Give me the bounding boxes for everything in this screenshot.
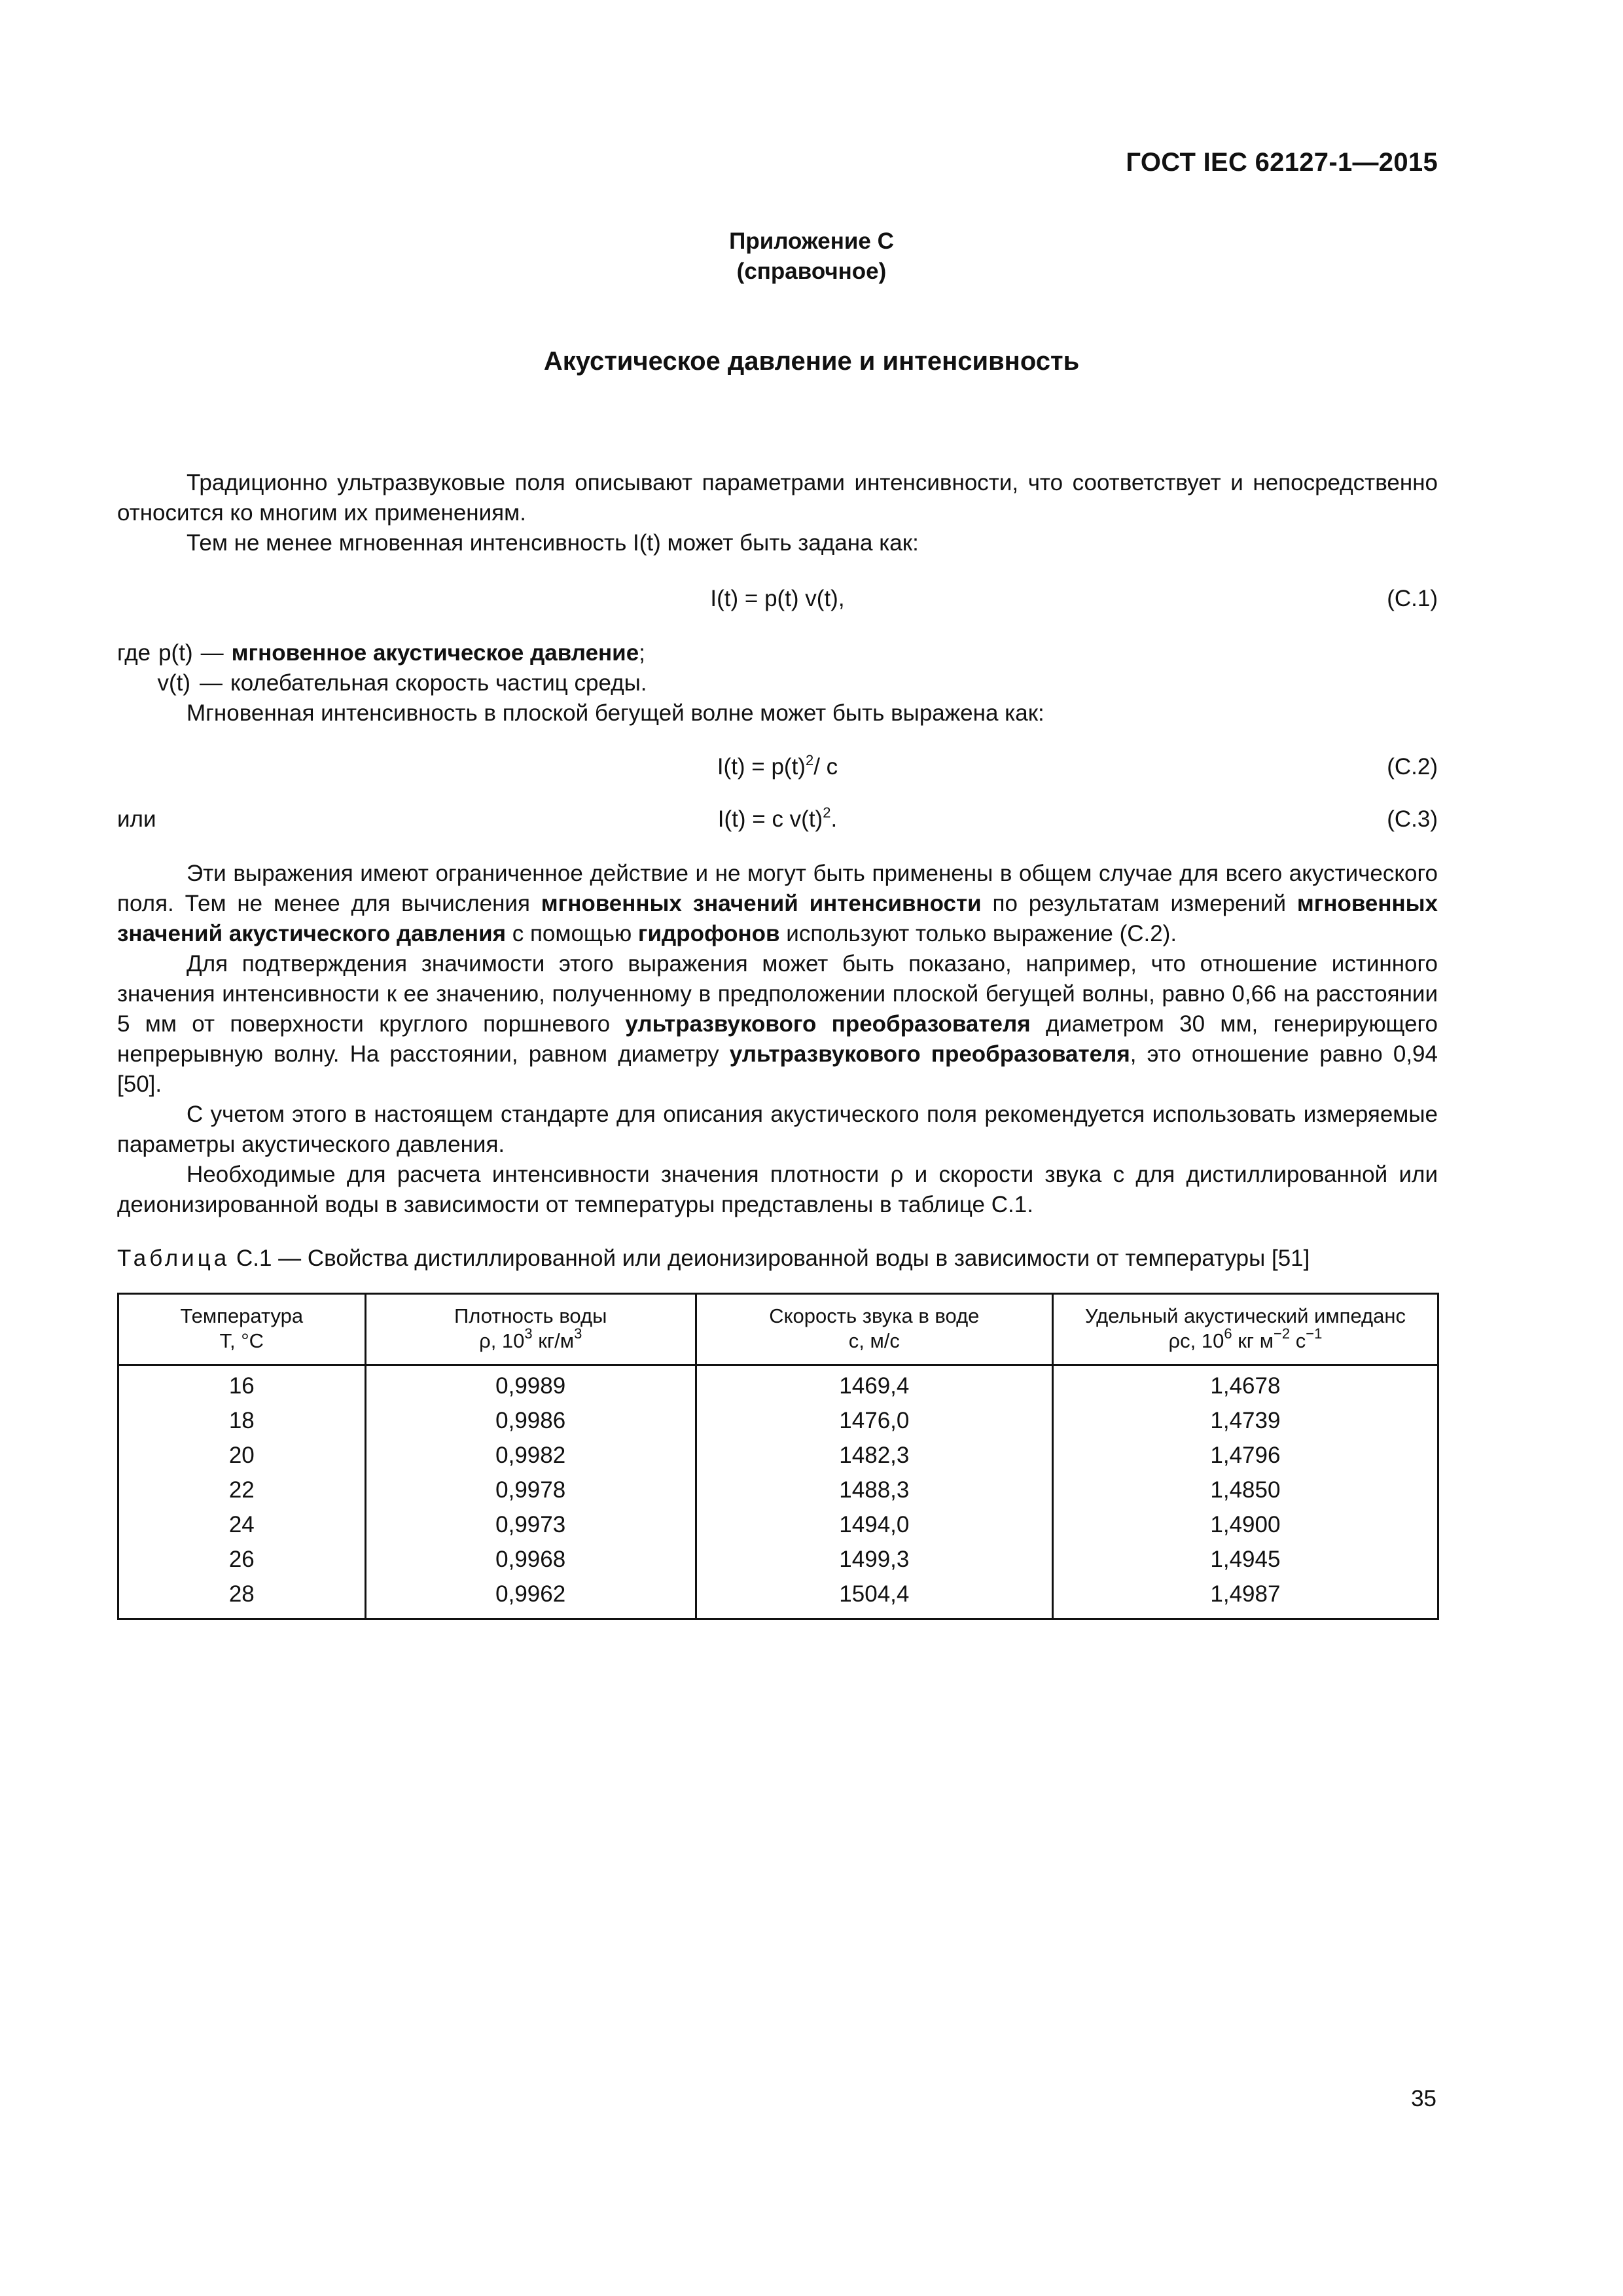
- cell-sound-speed: 1499,3: [696, 1542, 1052, 1577]
- cell-sound-speed: 1494,0: [696, 1507, 1052, 1542]
- annex-heading: [0, 226, 1623, 287]
- header-line: [1059, 1325, 1432, 1354]
- cell-density: 0,9982: [365, 1438, 696, 1473]
- cell-temperature: 26: [118, 1542, 366, 1577]
- formula-c3: [117, 806, 1438, 839]
- formula-c3-part: I(t) = c v(t): [717, 806, 823, 832]
- header-part: с: [1290, 1329, 1306, 1352]
- table-row: [118, 1438, 1438, 1473]
- cell-impedance: 1,4900: [1052, 1507, 1438, 1542]
- header-impedance: [1052, 1294, 1438, 1365]
- cell-density: 0,9989: [365, 1365, 696, 1404]
- table-row: [118, 1542, 1438, 1577]
- header-line: Плотность воды: [454, 1304, 607, 1327]
- where-dash: —: [200, 670, 223, 696]
- formula-c1: [117, 586, 1438, 619]
- where-lead: где: [117, 640, 151, 666]
- header-part: кг/м: [532, 1329, 575, 1352]
- cell-impedance: 1,4796: [1052, 1438, 1438, 1473]
- term-bold: гидрофонов: [637, 921, 780, 946]
- header-line: Удельный акустический импеданс: [1084, 1304, 1406, 1327]
- cell-sound-speed: 1476,0: [696, 1403, 1052, 1438]
- cell-temperature: 22: [118, 1473, 366, 1507]
- header-sup: 6: [1224, 1325, 1232, 1342]
- intro-text: [117, 468, 1438, 558]
- where-description: колебательная скорость частиц среды: [230, 670, 641, 696]
- formula-c2-expression: [117, 754, 1438, 780]
- paragraph-2: Тем не менее мгновенная интенсивность I(t) может быть задана как:: [187, 530, 919, 556]
- annex-subtitle: (справочное): [736, 259, 887, 284]
- table-row: [118, 1365, 1438, 1404]
- formula-c3-expression: [117, 806, 1438, 833]
- table-header-row: [118, 1294, 1438, 1365]
- header-line: Температура: [180, 1304, 304, 1327]
- where-symbol: v(t): [157, 670, 190, 696]
- text-run: используют только выражение (С.2).: [779, 921, 1177, 946]
- cell-density: 0,9978: [365, 1473, 696, 1507]
- term-bold: ультразвукового преобразователя: [729, 1041, 1130, 1067]
- header-sup: 3: [574, 1325, 582, 1342]
- text-run: с помощью: [506, 921, 638, 946]
- cell-density: 0,9986: [365, 1403, 696, 1438]
- term-bold: мгновенных значений интенсивности: [541, 891, 982, 916]
- header-line: [372, 1325, 690, 1354]
- paragraph-7: Необходимые для расчета интенсивности значения плотности ρ и скорости звука c для дистиллированной или деионизированной воды в зависимости от температуры представлены в таблице С.1.: [117, 1162, 1438, 1217]
- text-run: по результатам измерений: [981, 891, 1297, 916]
- header-line: T, °C: [219, 1329, 264, 1352]
- paragraph-5: [117, 949, 1438, 1100]
- cell-sound-speed: 1469,4: [696, 1365, 1052, 1404]
- cell-impedance: 1,4678: [1052, 1365, 1438, 1404]
- paragraph-4: [117, 859, 1438, 949]
- header-part: кг м: [1232, 1329, 1274, 1352]
- where-item: [117, 638, 1438, 668]
- cell-temperature: 16: [118, 1365, 366, 1404]
- cell-impedance: 1,4945: [1052, 1542, 1438, 1577]
- formula-c2-sup: 2: [805, 752, 814, 768]
- cell-temperature: 18: [118, 1403, 366, 1438]
- cell-sound-speed: 1488,3: [696, 1473, 1052, 1507]
- cell-sound-speed: 1504,4: [696, 1577, 1052, 1619]
- page-number: 35: [1411, 2086, 1436, 2111]
- formula-c3-part: .: [830, 806, 838, 832]
- table-row: [118, 1577, 1438, 1619]
- where-list: [117, 638, 1438, 698]
- cell-density: 0,9973: [365, 1507, 696, 1542]
- cell-temperature: 24: [118, 1507, 366, 1542]
- paragraph-6: С учетом этого в настоящем стандарте для описания акустического поля рекомендуется использовать измеряемые параметры акустического давления.: [117, 1102, 1438, 1157]
- text-run: , это отношение равно 0,94 [50].: [117, 1041, 1438, 1097]
- table-row: [118, 1473, 1438, 1507]
- header-density: [365, 1294, 696, 1365]
- cell-temperature: 28: [118, 1577, 366, 1619]
- formula-c3-prefix: или: [117, 806, 156, 832]
- where-dash: —: [200, 640, 224, 666]
- header-temperature: [118, 1294, 366, 1365]
- water-properties-table: [117, 1293, 1439, 1620]
- where-symbol: p(t): [158, 640, 193, 666]
- formula-c1-expression: I(t) = p(t) v(t),: [710, 586, 845, 611]
- table-row: [118, 1403, 1438, 1438]
- formula-c2-part: I(t) = p(t): [717, 754, 806, 780]
- table-caption-text: С.1 — Свойства дистиллированной или деионизированной воды в зависимости от температуры [51]: [230, 1246, 1310, 1271]
- cell-impedance: 1,4850: [1052, 1473, 1438, 1507]
- where-item: [117, 668, 1438, 698]
- plane-wave-text: [117, 698, 1438, 728]
- cell-sound-speed: 1482,3: [696, 1438, 1052, 1473]
- section-title: Акустическое давление и интенсивность: [543, 347, 1080, 376]
- term-bold: ультразвукового преобразователя: [625, 1011, 1031, 1037]
- cell-impedance: 1,4739: [1052, 1403, 1438, 1438]
- body-text: [117, 859, 1438, 1220]
- where-end: .: [640, 670, 647, 696]
- paragraph-3: Мгновенная интенсивность в плоской бегущей волне может быть выражена как:: [187, 700, 1044, 726]
- header-sound-speed: [696, 1294, 1052, 1365]
- term-bold: мгновенных значений акустического давления: [117, 891, 1438, 946]
- formula-c2: [117, 754, 1438, 787]
- header-sup: −1: [1306, 1325, 1323, 1342]
- paragraph-1: Традиционно ультразвуковые поля описывают параметрами интенсивности, что соответствует и непосредственно относится ко многим их применениям.: [117, 470, 1438, 526]
- cell-density: 0,9962: [365, 1577, 696, 1619]
- text-run: Эти выражения имеют ограниченное действие и не могут быть применены в общем случае для всего акустического поля. Тем не менее для вычисления: [117, 861, 1438, 916]
- standard-header: ГОСТ IEC 62127-1—2015: [1126, 148, 1438, 177]
- where-end: ;: [639, 640, 645, 666]
- formula-c2-number: (С.2): [1387, 754, 1438, 780]
- table-label: Таблица: [117, 1246, 230, 1271]
- header-part: ρc, 10: [1168, 1329, 1224, 1352]
- formula-c1-number: (С.1): [1387, 586, 1438, 611]
- header-sup: 3: [524, 1325, 533, 1342]
- cell-temperature: 20: [118, 1438, 366, 1473]
- header-part: ρ, 10: [479, 1329, 525, 1352]
- table-row: [118, 1507, 1438, 1542]
- formula-c3-sup: 2: [823, 804, 831, 821]
- cell-impedance: 1,4987: [1052, 1577, 1438, 1619]
- formula-c2-part: / c: [813, 754, 838, 780]
- formula-c3-number: (С.3): [1387, 806, 1438, 832]
- header-line: Скорость звука в воде: [769, 1304, 980, 1327]
- header-line: c, м/с: [848, 1329, 900, 1352]
- cell-density: 0,9968: [365, 1542, 696, 1577]
- where-description: мгновенное акустическое давление: [231, 640, 639, 666]
- annex-title: Приложение С: [729, 228, 894, 254]
- table-caption: [117, 1246, 1438, 1272]
- header-sup: −2: [1274, 1325, 1291, 1342]
- text-run: диаметром 30 мм, генерирующего непрерывную волну. На расстоянии, равном диаметру: [117, 1011, 1438, 1067]
- text-run: Для подтверждения значимости этого выражения может быть показано, например, что отношение истинного значения интенсивности к ее значению, полученному в предположении плоской бегущей волны, равно 0,66 на расстоянии 5 мм от поверхности круглого поршневого: [117, 951, 1438, 1037]
